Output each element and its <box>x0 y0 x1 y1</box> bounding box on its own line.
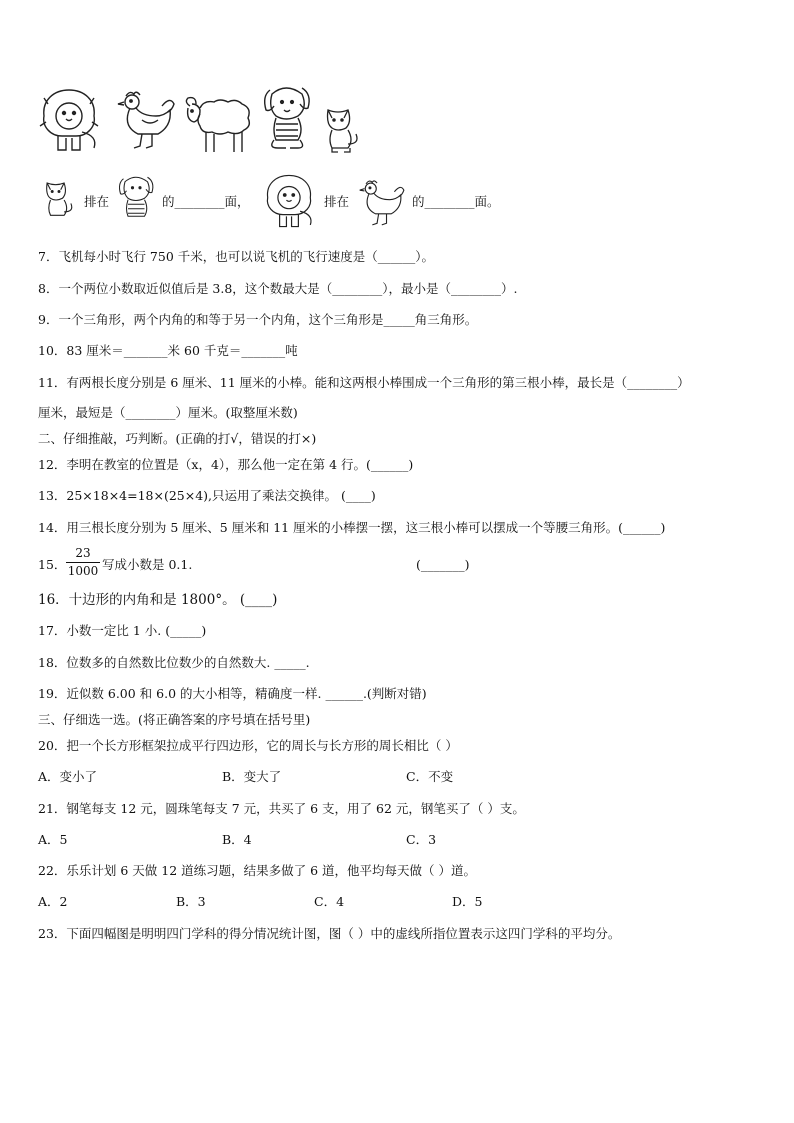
order-text-2b: 的________面。 <box>412 194 500 209</box>
fraction-numerator: 23 <box>75 546 91 560</box>
q22-option-a: A．2 <box>38 894 68 909</box>
dog-icon <box>260 82 316 152</box>
q22-option-b: B．3 <box>176 894 206 909</box>
fraction-bar <box>66 562 100 563</box>
hen-icon <box>354 176 408 228</box>
question-18: 18．位数多的自然数比位数少的自然数大. _____. <box>38 655 310 670</box>
question-14: 14．用三根长度分别为 5 厘米、5 厘米和 11 厘米的小棒摆一摆，这三根小棒可以摆成一个等腰三角形。(______) <box>38 520 666 535</box>
order-text-2a: 排在 <box>324 194 350 209</box>
q22-option-c: C．4 <box>314 894 345 909</box>
question-19: 19．近似数 6.00 和 6.0 的大小相等，精确度一样. ______.(判断对错) <box>38 686 427 701</box>
question-20: 20．把一个长方形框架拉成平行四边形，它的周长与长方形的周长相比（ ） <box>38 738 458 753</box>
order-text-1a: 排在 <box>84 194 110 209</box>
question-12: 12．李明在教室的位置是（x，4），那么他一定在第 4 行。(______) <box>38 457 414 472</box>
question-17: 17．小数一定比 1 小. (_____) <box>38 623 207 638</box>
question-13: 13．25×18×4=18×(25×4),只运用了乘法交换律。 (____) <box>38 488 376 503</box>
lion-icon <box>36 86 102 154</box>
sheep-icon <box>182 96 254 156</box>
question-9: 9．一个三角形，两个内角的和等于另一个内角，这个三角形是_____角三角形。 <box>38 312 478 327</box>
question-23: 23．下面四幅图是明明四门学科的得分情况统计图，图（ ）中的虚线所指位置表示这四门学科的平均分。 <box>38 926 621 941</box>
fraction-denominator: 1000 <box>67 564 99 578</box>
question-11-line1: 11．有两根长度分别是 6 厘米、11 厘米的小棒。能和这两根小棒围成一个三角形的第三根小棒，最长是（________） <box>38 375 690 390</box>
question-16: 16．十边形的内角和是 1800°。 (____) <box>38 592 278 608</box>
question-15-blank: (_______) <box>416 557 470 572</box>
question-22: 22．乐乐计划 6 天做 12 道练习题，结果多做了 6 道，他平均每天做（ ）道。 <box>38 863 477 878</box>
cat-icon <box>322 104 362 156</box>
section-3-heading: 三、仔细选一选。(将正确答案的序号填在括号里) <box>38 712 311 727</box>
q21-option-b: B．4 <box>222 832 252 847</box>
q20-option-c: C．不变 <box>406 769 454 784</box>
order-question <box>38 170 558 230</box>
cat-icon <box>42 176 76 224</box>
question-15-number: 15． <box>38 557 67 572</box>
q22-option-d: D．5 <box>452 894 483 909</box>
order-text-1b: 的________面， <box>162 194 250 209</box>
hen-icon <box>112 86 178 152</box>
question-7: 7．飞机每小时飞行 750 千米，也可以说飞机的飞行速度是（______）。 <box>38 249 435 264</box>
question-10: 10．83 厘米＝_______米 60 千克＝_______吨 <box>38 343 298 358</box>
q21-option-a: A．5 <box>38 832 68 847</box>
q20-option-a: A．变小了 <box>38 769 98 784</box>
animals-row <box>36 82 376 160</box>
lion-icon <box>260 172 318 230</box>
question-15-text: 写成小数是 0.1. <box>102 557 193 572</box>
question-21: 21．钢笔每支 12 元，圆珠笔每支 7 元，共买了 6 支，用了 62 元，钢笔买了（ ）支。 <box>38 801 525 816</box>
question-8: 8．一个两位小数取近似值后是 3.8，这个数最大是（________），最小是（________）. <box>38 281 518 296</box>
dog-icon <box>116 170 158 228</box>
fraction <box>66 546 100 579</box>
q20-option-b: B．变大了 <box>222 769 282 784</box>
q21-option-c: C．3 <box>406 832 437 847</box>
section-2-heading: 二、仔细推敲，巧判断。(正确的打√，错误的打×) <box>38 431 317 446</box>
question-11-line2: 厘米，最短是（________）厘米。(取整厘米数) <box>38 405 298 420</box>
